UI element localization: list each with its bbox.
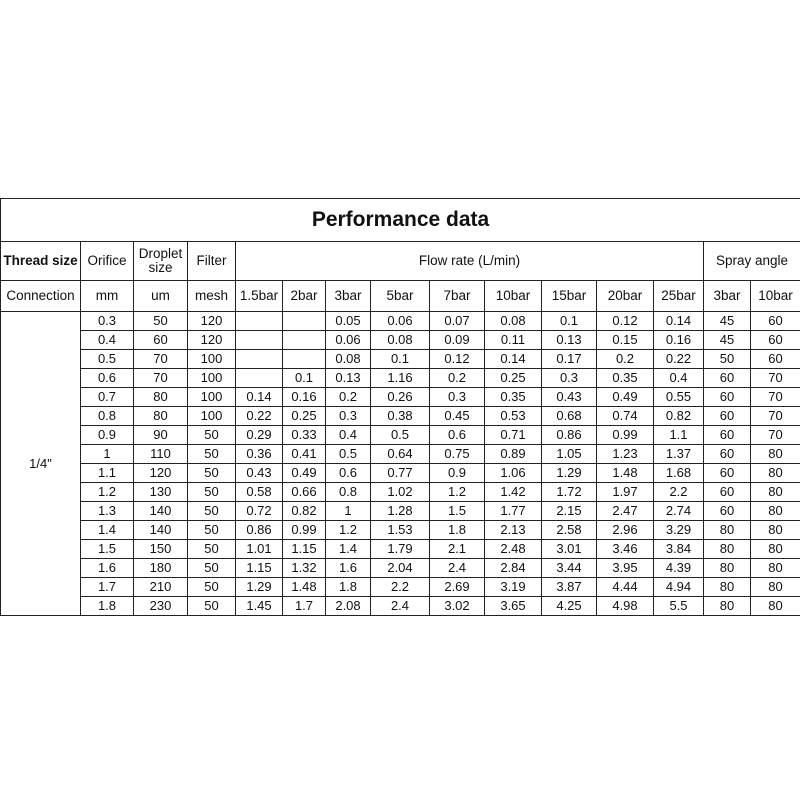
table-cell: 3.29: [654, 521, 704, 540]
table-cell: 60: [704, 369, 751, 388]
table-cell: 0.77: [371, 464, 430, 483]
table-cell: 0.15: [597, 331, 654, 350]
table-cell: 50: [188, 426, 236, 445]
table-cell: 70: [751, 407, 800, 426]
table-cell: 3.02: [430, 597, 485, 616]
table-cell: 50: [188, 540, 236, 559]
table-cell: 60: [134, 331, 188, 350]
table-row: [1, 445, 800, 464]
table-cell: 80: [751, 540, 800, 559]
table-cell: 0.82: [283, 502, 326, 521]
table-cell: 45: [704, 312, 751, 331]
table-cell: 0.16: [283, 388, 326, 407]
connection-cell: 1/4": [1, 312, 81, 616]
table-cell: 80: [704, 578, 751, 597]
table-cell: 0.8: [326, 483, 371, 502]
table-cell: 1.2: [81, 483, 134, 502]
table-cell: 60: [751, 331, 800, 350]
header-unit-2: um: [134, 281, 188, 312]
table-cell: 2.74: [654, 502, 704, 521]
table-cell: 1.16: [371, 369, 430, 388]
table-cell: 50: [188, 578, 236, 597]
header-unit-13: 3bar: [704, 281, 751, 312]
table-cell: 4.25: [542, 597, 597, 616]
table-cell: 1.1: [654, 426, 704, 445]
table-row: [1, 521, 800, 540]
table-cell: 0.08: [485, 312, 542, 331]
table-cell: 0.16: [654, 331, 704, 350]
table-cell: 3.84: [654, 540, 704, 559]
table-cell: 0.4: [326, 426, 371, 445]
table-cell: 60: [704, 388, 751, 407]
table-cell: 1.45: [236, 597, 283, 616]
table-cell: 50: [188, 559, 236, 578]
table-row: [1, 464, 800, 483]
table-cell: 45: [704, 331, 751, 350]
table-cell: 0.09: [430, 331, 485, 350]
table-cell: 0.13: [326, 369, 371, 388]
header-flow-rate: Flow rate (L/min): [236, 242, 704, 281]
table-cell: 70: [751, 369, 800, 388]
header-unit-4: 1.5bar: [236, 281, 283, 312]
table-cell: 3.87: [542, 578, 597, 597]
table-cell: 4.94: [654, 578, 704, 597]
table-cell: 0.25: [283, 407, 326, 426]
table-cell: 2.47: [597, 502, 654, 521]
table-cell: 140: [134, 521, 188, 540]
table-cell: 0.6: [326, 464, 371, 483]
table-title: Performance data: [1, 199, 800, 242]
table-cell: 230: [134, 597, 188, 616]
table-cell: 0.22: [236, 407, 283, 426]
table-cell: [236, 369, 283, 388]
table-cell: 1.5: [81, 540, 134, 559]
table-cell: 70: [134, 369, 188, 388]
table-cell: 1.48: [597, 464, 654, 483]
table-cell: 1.23: [597, 445, 654, 464]
table-cell: 0.4: [81, 331, 134, 350]
table-cell: 0.22: [654, 350, 704, 369]
header-filter: Filter: [188, 242, 236, 281]
table-cell: 0.68: [542, 407, 597, 426]
table-cell: 0.07: [430, 312, 485, 331]
table-cell: 1.68: [654, 464, 704, 483]
header-row-1: [1, 242, 800, 281]
table-row: [1, 426, 800, 445]
table-cell: 80: [751, 521, 800, 540]
table-cell: 70: [751, 426, 800, 445]
table-cell: 1.5: [430, 502, 485, 521]
table-cell: 130: [134, 483, 188, 502]
table-cell: 0.1: [283, 369, 326, 388]
table-cell: 3.65: [485, 597, 542, 616]
table-cell: 80: [751, 502, 800, 521]
table-cell: 2.96: [597, 521, 654, 540]
table-cell: 100: [188, 350, 236, 369]
table-cell: 120: [134, 464, 188, 483]
table-cell: 80: [134, 407, 188, 426]
title-row: [1, 199, 800, 242]
table-row: [1, 350, 800, 369]
table-cell: 1: [326, 502, 371, 521]
table-cell: 0.58: [236, 483, 283, 502]
table-cell: 0.14: [236, 388, 283, 407]
table-cell: 2.08: [326, 597, 371, 616]
table-row: [1, 540, 800, 559]
table-cell: 1.8: [430, 521, 485, 540]
table-row: [1, 502, 800, 521]
table-cell: 80: [751, 483, 800, 502]
table-cell: 0.5: [81, 350, 134, 369]
table-cell: 0.75: [430, 445, 485, 464]
table-cell: 3.44: [542, 559, 597, 578]
table-cell: 0.7: [81, 388, 134, 407]
table-cell: 2.84: [485, 559, 542, 578]
table-cell: 2.4: [371, 597, 430, 616]
table-cell: 1.97: [597, 483, 654, 502]
table-cell: 80: [704, 540, 751, 559]
table-cell: 0.1: [371, 350, 430, 369]
table-cell: 0.82: [654, 407, 704, 426]
table-cell: 1: [81, 445, 134, 464]
table-cell: 2.69: [430, 578, 485, 597]
table-cell: 210: [134, 578, 188, 597]
table-cell: 50: [188, 483, 236, 502]
table-cell: 80: [751, 559, 800, 578]
header-unit-9: 10bar: [485, 281, 542, 312]
table-cell: 0.53: [485, 407, 542, 426]
table-body: [1, 312, 800, 616]
header-row-2: [1, 281, 800, 312]
table-cell: 1.48: [283, 578, 326, 597]
header-unit-8: 7bar: [430, 281, 485, 312]
table-cell: 70: [751, 388, 800, 407]
table-cell: 0.64: [371, 445, 430, 464]
table-cell: 100: [188, 369, 236, 388]
table-cell: 0.05: [326, 312, 371, 331]
table-cell: 60: [704, 445, 751, 464]
table-cell: 1.29: [542, 464, 597, 483]
table-cell: 0.66: [283, 483, 326, 502]
table-cell: 0.1: [542, 312, 597, 331]
table-cell: 80: [134, 388, 188, 407]
table-cell: 1.42: [485, 483, 542, 502]
table-cell: 2.2: [371, 578, 430, 597]
header-unit-1: mm: [81, 281, 134, 312]
table-cell: 0.41: [283, 445, 326, 464]
table-cell: 1.05: [542, 445, 597, 464]
table-cell: 80: [751, 464, 800, 483]
header-thread-size: Thread size: [1, 242, 81, 281]
table-cell: 0.5: [371, 426, 430, 445]
table-cell: 0.8: [81, 407, 134, 426]
table-row: [1, 407, 800, 426]
table-cell: 80: [704, 597, 751, 616]
table-cell: 0.2: [597, 350, 654, 369]
table-cell: 60: [704, 502, 751, 521]
header-unit-10: 15bar: [542, 281, 597, 312]
table-cell: 1.7: [81, 578, 134, 597]
table-cell: 1.2: [430, 483, 485, 502]
header-unit-12: 25bar: [654, 281, 704, 312]
table-cell: 80: [704, 521, 751, 540]
table-row: [1, 369, 800, 388]
table-cell: 1.15: [283, 540, 326, 559]
table-cell: [236, 350, 283, 369]
table-cell: 60: [704, 407, 751, 426]
table-cell: 0.26: [371, 388, 430, 407]
table-cell: 0.2: [430, 369, 485, 388]
table-cell: 90: [134, 426, 188, 445]
table-cell: 50: [134, 312, 188, 331]
table-cell: 3.95: [597, 559, 654, 578]
table-cell: 100: [188, 407, 236, 426]
table-cell: 0.43: [542, 388, 597, 407]
table-cell: 1.3: [81, 502, 134, 521]
table-cell: [283, 312, 326, 331]
table-cell: 3.01: [542, 540, 597, 559]
table-cell: 1.32: [283, 559, 326, 578]
table-cell: 50: [188, 502, 236, 521]
table-cell: 0.9: [430, 464, 485, 483]
table-row: [1, 388, 800, 407]
table-cell: 0.99: [283, 521, 326, 540]
table-cell: 5.5: [654, 597, 704, 616]
header-spray-angle: Spray angle: [704, 242, 800, 281]
table-cell: [283, 350, 326, 369]
table-cell: 1.8: [326, 578, 371, 597]
table-cell: 2.15: [542, 502, 597, 521]
table-cell: 1.6: [326, 559, 371, 578]
header-unit-3: mesh: [188, 281, 236, 312]
table-cell: [236, 312, 283, 331]
table-cell: 1.4: [326, 540, 371, 559]
table-cell: 0.08: [326, 350, 371, 369]
table-cell: 1.72: [542, 483, 597, 502]
table-cell: 0.08: [371, 331, 430, 350]
table-cell: 0.38: [371, 407, 430, 426]
table-cell: 2.1: [430, 540, 485, 559]
table-cell: 80: [751, 445, 800, 464]
table-cell: 1.06: [485, 464, 542, 483]
table-cell: 60: [704, 426, 751, 445]
table-cell: 0.55: [654, 388, 704, 407]
header-unit-11: 20bar: [597, 281, 654, 312]
table-cell: 0.45: [430, 407, 485, 426]
table-row: [1, 578, 800, 597]
table-cell: 120: [188, 312, 236, 331]
table-cell: 0.86: [236, 521, 283, 540]
table-row: [1, 312, 800, 331]
table-cell: 0.9: [81, 426, 134, 445]
table-cell: 2.4: [430, 559, 485, 578]
performance-table: [0, 198, 800, 616]
table-cell: 80: [751, 578, 800, 597]
table-cell: 2.2: [654, 483, 704, 502]
table-cell: 60: [751, 312, 800, 331]
table-row: [1, 559, 800, 578]
table-cell: 50: [188, 445, 236, 464]
table-cell: 4.98: [597, 597, 654, 616]
table-cell: 1.02: [371, 483, 430, 502]
table-cell: 1.15: [236, 559, 283, 578]
table-cell: 1.6: [81, 559, 134, 578]
table-cell: 1.2: [326, 521, 371, 540]
table-cell: 1.8: [81, 597, 134, 616]
header-unit-14: 10bar: [751, 281, 800, 312]
table-cell: 50: [704, 350, 751, 369]
table-cell: 80: [751, 597, 800, 616]
table-cell: 80: [704, 559, 751, 578]
table-cell: [283, 331, 326, 350]
table-cell: 2.13: [485, 521, 542, 540]
table-cell: 60: [704, 483, 751, 502]
table-cell: 0.17: [542, 350, 597, 369]
table-cell: 0.71: [485, 426, 542, 445]
table-cell: 0.43: [236, 464, 283, 483]
table-cell: 0.5: [326, 445, 371, 464]
table-cell: 0.3: [81, 312, 134, 331]
table-cell: 1.7: [283, 597, 326, 616]
table-cell: 50: [188, 597, 236, 616]
table-cell: 0.12: [597, 312, 654, 331]
performance-table-container: [0, 198, 800, 616]
table-cell: 0.3: [430, 388, 485, 407]
table-cell: 0.2: [326, 388, 371, 407]
table-cell: 0.06: [326, 331, 371, 350]
table-cell: 0.12: [430, 350, 485, 369]
table-cell: 0.89: [485, 445, 542, 464]
table-row: [1, 483, 800, 502]
table-cell: 180: [134, 559, 188, 578]
table-cell: 1.77: [485, 502, 542, 521]
table-cell: 4.44: [597, 578, 654, 597]
table-cell: 2.58: [542, 521, 597, 540]
table-cell: 3.19: [485, 578, 542, 597]
table-cell: 1.79: [371, 540, 430, 559]
table-cell: 60: [704, 464, 751, 483]
table-cell: 70: [134, 350, 188, 369]
table-cell: 140: [134, 502, 188, 521]
table-row: [1, 331, 800, 350]
table-cell: 120: [188, 331, 236, 350]
table-cell: 0.99: [597, 426, 654, 445]
table-cell: 1.1: [81, 464, 134, 483]
header-unit-6: 3bar: [326, 281, 371, 312]
table-cell: 150: [134, 540, 188, 559]
table-cell: [236, 331, 283, 350]
table-cell: 1.29: [236, 578, 283, 597]
table-cell: 60: [751, 350, 800, 369]
table-cell: 4.39: [654, 559, 704, 578]
table-cell: 1.4: [81, 521, 134, 540]
header-unit-0: Connection: [1, 281, 81, 312]
table-cell: 0.25: [485, 369, 542, 388]
table-cell: 0.49: [283, 464, 326, 483]
table-cell: 0.36: [236, 445, 283, 464]
table-cell: 0.35: [597, 369, 654, 388]
table-cell: 0.49: [597, 388, 654, 407]
table-row: [1, 597, 800, 616]
header-unit-5: 2bar: [283, 281, 326, 312]
table-cell: 0.11: [485, 331, 542, 350]
table-cell: 0.3: [326, 407, 371, 426]
table-cell: 2.04: [371, 559, 430, 578]
table-cell: 0.6: [430, 426, 485, 445]
table-cell: 0.14: [654, 312, 704, 331]
table-cell: 50: [188, 521, 236, 540]
table-cell: 110: [134, 445, 188, 464]
table-cell: 0.33: [283, 426, 326, 445]
table-cell: 0.6: [81, 369, 134, 388]
table-cell: 0.3: [542, 369, 597, 388]
table-cell: 100: [188, 388, 236, 407]
table-cell: 0.74: [597, 407, 654, 426]
table-cell: 0.86: [542, 426, 597, 445]
table-cell: 1.01: [236, 540, 283, 559]
table-cell: 50: [188, 464, 236, 483]
table-cell: 0.4: [654, 369, 704, 388]
table-cell: 1.28: [371, 502, 430, 521]
table-cell: 0.14: [485, 350, 542, 369]
table-cell: 0.35: [485, 388, 542, 407]
table-cell: 0.13: [542, 331, 597, 350]
table-cell: 2.48: [485, 540, 542, 559]
table-cell: 0.06: [371, 312, 430, 331]
header-droplet-size: Droplet size: [134, 242, 188, 281]
table-cell: 3.46: [597, 540, 654, 559]
table-cell: 1.53: [371, 521, 430, 540]
header-orifice: Orifice: [81, 242, 134, 281]
table-cell: 0.29: [236, 426, 283, 445]
header-unit-7: 5bar: [371, 281, 430, 312]
table-cell: 1.37: [654, 445, 704, 464]
table-cell: 0.72: [236, 502, 283, 521]
